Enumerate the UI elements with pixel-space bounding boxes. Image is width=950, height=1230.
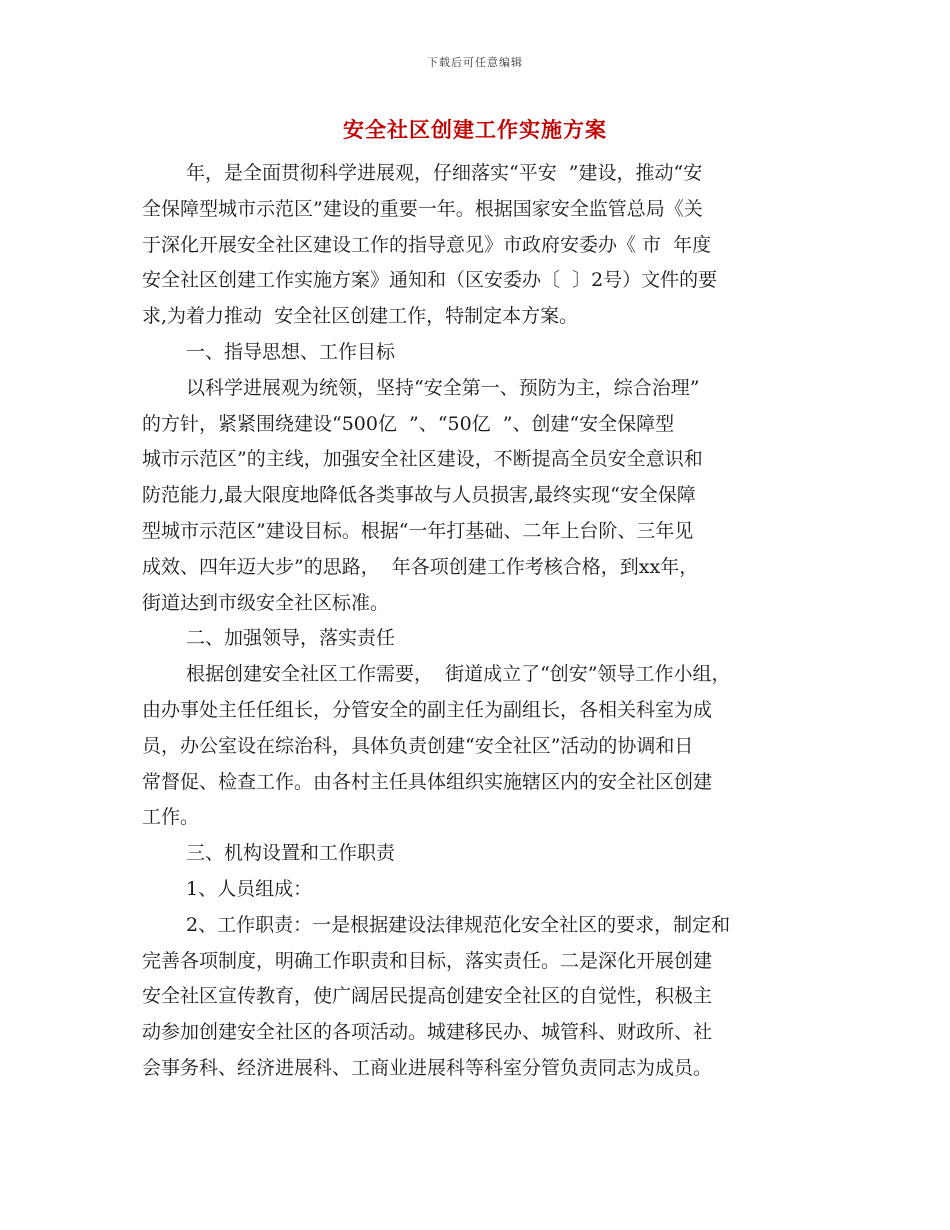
body-line: 型城市示范区”建设目标。根据“一年打基础、二年上台阶、三年见 <box>142 519 694 542</box>
body-line: 常督促、检查工作。由各村主任具体组织实施辖区内的安全社区创建 <box>142 770 713 793</box>
body-line: 的方针，紧紧围绕建设“500亿 ”、“50亿 ”、创建“安全保障型 <box>142 412 675 435</box>
body-line: 1、人员组成： <box>186 877 313 900</box>
body-line: 城市示范区”的主线，加强安全社区建设，不断提高全员安全意识和 <box>142 448 703 471</box>
document-title: 安全社区创建工作实施方案 <box>343 117 607 142</box>
body-line: 防范能力,最大限度地降低各类事故与人员损害,最终实现“安全保障 <box>142 484 696 507</box>
body-line: 安全社区宣传教育，使广阔居民提高创建安全社区的自觉性，积极主 <box>142 985 713 1008</box>
body-line: 完善各项制度，明确工作职责和目标，落实责任。二是深化开展创建 <box>142 949 713 972</box>
body-line: 由办事处主任任组长，分管安全的副主任为副组长，各相关科室为成 <box>142 698 713 721</box>
body-line: 全保障型城市示范区”建设的重要一年。根据国家安全监管总局《关 <box>142 197 703 220</box>
body-line: 于深化开展安全社区建设工作的指导意见》市政府安委办《 市 年度 <box>142 233 712 256</box>
document-body <box>142 156 812 1087</box>
body-line: 2、工作职责：一是根据建设法律规范化安全社区的要求，制定和 <box>186 913 731 936</box>
body-line: 一、指导思想、工作目标 <box>186 340 396 363</box>
header-note: 下载后可任意编辑 <box>427 56 523 69</box>
body-line: 会事务科、经济进展科、工商业进展科等科室分管负责同志为成员。 <box>142 1056 713 1079</box>
body-line: 二、加强领导，落实责任 <box>186 627 396 650</box>
body-line: 以科学进展观为统领，坚持“安全第一、预防为主，综合治理” <box>186 376 700 399</box>
body-line: 安全社区创建工作实施方案》通知和（区安委办〔 〕2号）文件的要 <box>142 269 718 292</box>
body-line: 三、机构设置和工作职责 <box>186 842 396 865</box>
body-line: 动参加创建安全社区的各项活动。城建移民办、城管科、财政所、社 <box>142 1021 713 1044</box>
body-line: 员，办公室设在综治科，具体负责创建“安全社区”活动的协调和日 <box>142 734 694 757</box>
body-line: 求,为着力推动 安全社区创建工作，特制定本方案。 <box>142 305 579 328</box>
body-line: 根据创建安全社区工作需要， 街道成立了“创安”领导工作小组， <box>186 663 731 686</box>
body-line: 成效、四年迈大步”的思路， 年各项创建工作考核合格，到xx年， <box>142 555 699 578</box>
body-line: 街道达到市级安全社区标准。 <box>142 591 390 614</box>
body-line: 工作。 <box>142 806 200 829</box>
body-line: 年，是全面贯彻科学进展观，仔细落实“平安 ”建设，推动“安 <box>186 162 703 184</box>
